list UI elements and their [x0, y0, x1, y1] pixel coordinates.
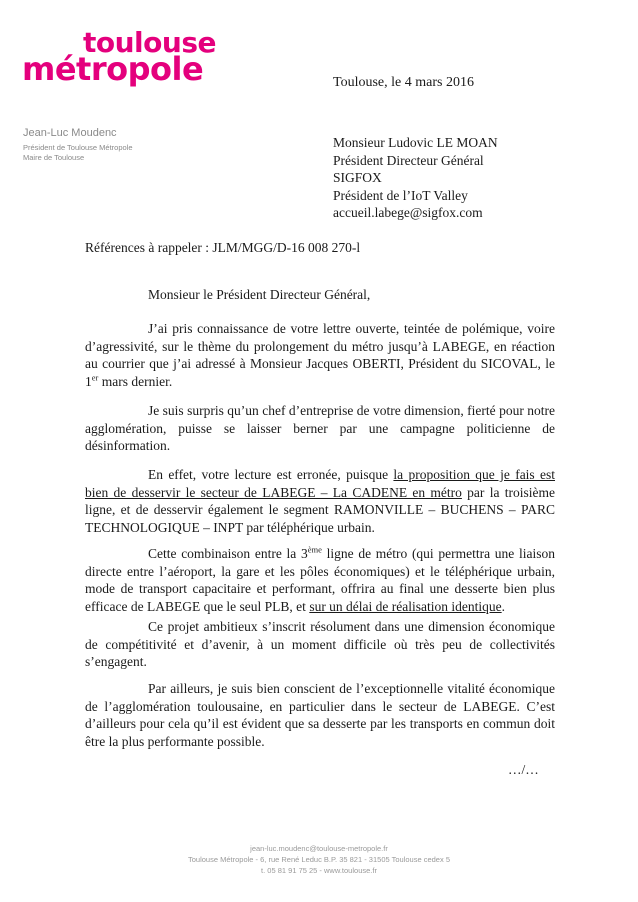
paragraph-3-text: En effet, votre lecture est erronée, puisque	[148, 467, 394, 482]
paragraph-6	[85, 680, 555, 750]
continued-marker: …/…	[508, 762, 539, 777]
paragraph-1	[85, 320, 555, 390]
recipient-line: Président Directeur Général	[333, 152, 484, 168]
recipient-block	[333, 134, 498, 222]
sender-name: Jean-Luc Moudenc	[23, 127, 117, 139]
footer-email: jean-luc.moudenc@toulouse-metropole.fr	[250, 844, 388, 853]
paragraph-4	[85, 545, 555, 615]
letter-date: Toulouse, le 4 mars 2016	[333, 75, 474, 90]
paragraph-2	[85, 402, 555, 455]
paragraph-4-underlined: sur un délai de réalisation identique	[309, 598, 502, 614]
paragraph-1-sup: er	[91, 372, 99, 382]
logo-line-2: métropole	[22, 50, 204, 88]
footer-phone-web: t. 05 81 91 75 25 - www.toulouse.fr	[261, 866, 377, 875]
sender-title-1: Président de Toulouse Métropole	[23, 143, 133, 152]
recipient-email: accueil.labege@sigfox.com	[333, 205, 483, 220]
paragraph-4-sup: ème	[307, 544, 322, 555]
paragraph-4-text: Cette combinaison entre la 3	[148, 546, 308, 561]
salutation: Monsieur le Président Directeur Général,	[148, 287, 371, 302]
sender-title-2: Maire de Toulouse	[23, 153, 85, 162]
paragraph-4-end: .	[501, 598, 506, 614]
recipient-line: Président de l’IoT Valley	[333, 187, 468, 203]
references-line: Références à rappeler : JLM/MGG/D-16 008 270-l	[85, 240, 361, 255]
recipient-line: SIGFOX	[333, 170, 382, 185]
footer-address: Toulouse Métropole - 6, rue René Leduc B.P. 35 821 - 31505 Toulouse cedex 5	[188, 855, 450, 864]
sender-block	[23, 127, 133, 163]
paragraph-5	[85, 618, 555, 671]
paragraph-5-text: Ce projet ambitieux s’inscrit résolument dans une dimension économique de compétitivité et d’avenir, à un moment difficile où très peu de collectivités s’engagent.	[85, 619, 555, 669]
recipient-line: Monsieur Ludovic LE MOAN	[333, 135, 498, 150]
paragraph-3-underlined: la proposition que je fais est bien de desservir le secteur de LABEGE – La CADENE en métro	[85, 467, 556, 500]
paragraph-4-middle: ligne de métro (qui permettra une liaison directe entre l’aéroport, la gare et les pôles économiques) et le téléphérique urbain, mode de transport capacitaire et performant, offrira au final une desserte bien plus efficace de LABEGE que le seul PLB, et	[85, 546, 555, 614]
toulouse-metropole-logo	[22, 20, 222, 90]
paragraph-3-end: par la troisième ligne, et de desservir également le segment RAMONVILLE – BUCHENS – PARC TECHNOLOGIQUE – INPT par téléphérique urbain.	[85, 484, 555, 535]
letter-footer	[0, 843, 638, 876]
logo-line-1: toulouse	[83, 26, 216, 59]
paragraph-2-text: Je suis surpris qu’un chef d’entreprise de votre dimension, fierté pour notre agglomération, puisse se laisser berner par une campagne politicienne de désinformation.	[85, 403, 555, 453]
paragraph-3	[85, 466, 555, 536]
paragraph-6-text: Par ailleurs, je suis bien conscient de l’exceptionnelle vitalité économique de l’agglomération toulousaine, en particulier dans le secteur de LABEGE. C’est d’ailleurs pour cela qu’il est évident que sa desserte par les transports en commun doit être la plus performante possible.	[85, 681, 555, 749]
paragraph-1-text: J’ai pris connaissance de votre lettre ouverte, teintée de polémique, voire d’agressivité, sur le thème du prolongement du métro jusqu’à LABEGE, en réaction au courrier que j’ai adressé à Monsieur Jacques OBERTI, Président du SICOVAL, le 1	[85, 321, 555, 389]
paragraph-1-end: mars dernier.	[98, 373, 173, 389]
